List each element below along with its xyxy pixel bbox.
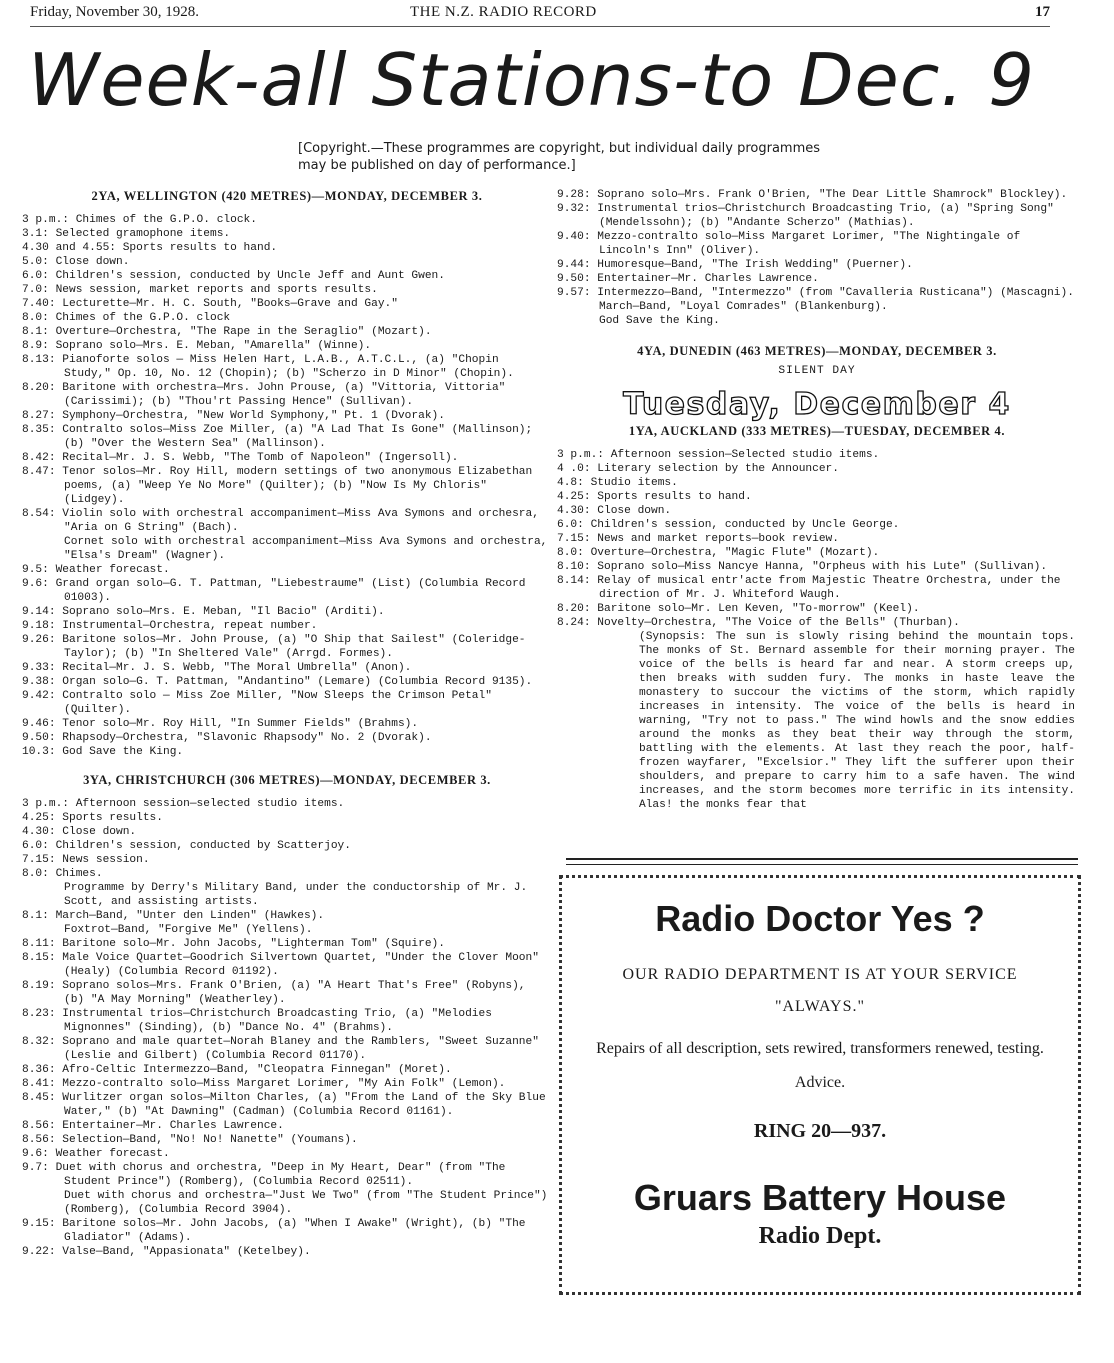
programme-item: 9.50: Rhapsody—Orchestra, "Slavonic Rhapsody" No. 2 (Dvorak).: [22, 732, 432, 744]
programme-item: 8.11: Baritone solo—Mr. John Jacobs, "Lighterman Tom" (Squire).: [22, 938, 445, 950]
programme-item: 9.26: Baritone solos—Mr. John Prouse, (a) "O Ship that Sailest" (Coleridge-Taylor); (b) "In Sheltered Vale" (Arrgd. Formes).: [22, 634, 526, 660]
ad-phone-number: RING 20—937.: [753, 1120, 887, 1142]
left-column: [22, 183, 552, 1259]
programme-item: Cornet solo with orchestral accompaniment—Miss Ava Symons and orchestra, "Elsa's Dream" (Wagner).: [64, 536, 548, 562]
ad-always-line: "ALWAYS.": [774, 998, 866, 1015]
wellington-programme-list: [22, 213, 552, 759]
programme-item: 8.32: Soprano and male quartet—Norah Blaney and the Ramblers, "Sweet Suzanne" (Leslie and Gilbert) (Columbia Record 01170).: [22, 1036, 539, 1062]
programme-item: 5.0: Close down.: [22, 256, 130, 268]
programme-item: 4.30 and 4.55: Sports results to hand.: [22, 242, 278, 254]
programme-item: 9.44: Humoresque—Band, "The Irish Wedding" (Puerner).: [557, 259, 913, 271]
ad-department: Radio Dept.: [758, 1223, 882, 1249]
programme-item: 4.25: Sports results to hand.: [557, 491, 752, 503]
programme-item: 8.9: Soprano solo—Mrs. E. Meban, "Amarella" (Winne).: [22, 340, 372, 352]
programme-item: 8.24: Novelty—Orchestra, "The Voice of the Bells" (Thurban).: [557, 617, 960, 629]
programme-item: 9.50: Entertainer—Mr. Charles Lawrence.: [557, 273, 819, 285]
programme-item: 8.0: Overture—Orchestra, "Magic Flute" (Mozart).: [557, 547, 880, 559]
programme-item: 8.0: Chimes of the G.P.O. clock: [22, 312, 231, 324]
programme-item: 8.1: Overture—Orchestra, "The Rape in the Seraglio" (Mozart).: [22, 326, 432, 338]
programme-item: 9.5: Weather forecast.: [22, 564, 170, 576]
programme-item: 6.0: Children's session, conducted by Scatterjoy.: [22, 840, 351, 852]
ad-service-line: OUR RADIO DEPARTMENT IS AT YOUR SERVICE: [622, 966, 1018, 983]
page-header: [30, 4, 1050, 27]
ad-headline: Radio Doctor Yes ?: [655, 898, 985, 939]
programme-item: 8.56: Selection—Band, "No! No! Nanette" (Youmans).: [22, 1134, 358, 1146]
programme-item: 8.14: Relay of musical entr'acte from Majestic Theatre Orchestra, under the direction of Mr. J. Whiteford Waugh.: [557, 575, 1061, 601]
programme-item: 9.42: Contralto solo — Miss Zoe Miller, "Now Sleeps the Crimson Petal" (Quilter).: [22, 690, 492, 716]
programme-item: Duet with chorus and orchestra—"Just We Two" (from "The Student Prince") (Romberg), (Columbia Record 3904).: [64, 1190, 548, 1216]
programme-item: 7.0: News session, market reports and sports results.: [22, 284, 378, 296]
programme-item: 3 p.m.: Chimes of the G.P.O. clock.: [22, 214, 257, 226]
programme-item: 8.42: Recital—Mr. J. S. Webb, "The Tomb of Napoleon" (Ingersoll).: [22, 452, 459, 464]
programme-item: 9.57: Intermezzo—Band, "Intermezzo" (from "Cavalleria Rusticana") (Mascagni).: [557, 287, 1074, 299]
programme-item: 4.30: Close down.: [557, 505, 672, 517]
ad-business-name: Gruars Battery House: [633, 1177, 1007, 1218]
programme-item: 8.41: Mezzo-contralto solo—Miss Margaret Lorimer, "My Ain Folk" (Lemon).: [22, 1078, 506, 1090]
programme-item: 3 p.m.: Afternoon session—Selected studio items.: [557, 449, 880, 461]
programme-item: March—Band, "Loyal Comrades" (Blankenburg).: [599, 301, 888, 313]
programme-item: 9.7: Duet with chorus and orchestra, "Deep in My Heart, Dear" (from "The Student Prince") (Romberg), (Columbia Record 02511).: [22, 1162, 506, 1188]
station-heading-wellington: 2YA, WELLINGTON (420 METRES)—MONDAY, DECEMBER 3.: [91, 189, 483, 203]
programme-item: 10.3: God Save the King.: [22, 746, 184, 758]
ad-repairs-text: Repairs of all description, sets rewired, transformers renewed, testing. Advice.: [596, 1040, 1044, 1091]
programme-item: 9.6: Grand organ solo—G. T. Pattman, "Liebestraume" (List) (Columbia Record 01003).: [22, 578, 526, 604]
programme-item: 7.15: News and market reports—book review.: [557, 533, 839, 545]
programme-item: 7.15: News session.: [22, 854, 150, 866]
programme-item: 8.19: Soprano solos—Mrs. Frank O'Brien, (a) "A Heart That's Free" (Robyns), (b) "A May Morning" (Weatherley).: [22, 980, 526, 1006]
programme-item: God Save the King.: [599, 315, 720, 327]
station-heading-dunedin: 4YA, DUNEDIN (463 METRES)—MONDAY, DECEMBER 3.: [637, 344, 997, 358]
divider-rule: [566, 858, 1078, 865]
programme-item: Foxtrot—Band, "Forgive Me" (Yellens).: [64, 924, 313, 936]
page-title: Week-all Stations-to Dec. 9: [28, 38, 1036, 122]
programme-item: 3.1: Selected gramophone items.: [22, 228, 231, 240]
programme-item: 8.45: Wurlitzer organ solos—Milton Charles, (a) "From the Land of the Sky Blue Water," (b) "At Dawning" (Cadman) (Columbia Record 01161).: [22, 1092, 546, 1118]
programme-item: 9.40: Mezzo-contralto solo—Miss Margaret Lorimer, "The Nightingale of Lincoln's Inn" (Oliver).: [557, 231, 1021, 257]
programme-item: 9.32: Instrumental trios—Christchurch Broadcasting Trio, (a) "Spring Song" (Mendelssohn); (b) "Andante Scherzo" (Mathias).: [557, 203, 1054, 229]
programme-item: 8.35: Contralto solos—Miss Zoe Miller, (a) "A Lad That Is Gone" (Mallinson); (b) "Over the Western Sea" (Mallinson).: [22, 424, 533, 450]
programme-item: 8.15: Male Voice Quartet—Goodrich Silvertown Quartet, "Under the Clover Moon" (Healy) (Columbia Record 01192).: [22, 952, 539, 978]
copyright-notice: [Copyright.—These programmes are copyright, but individual daily programmes may be published on day of performance.]: [298, 141, 821, 173]
station-heading-auckland: 1YA, AUCKLAND (333 METRES)—TUESDAY, DECEMBER 4.: [628, 424, 1006, 438]
programme-item: 7.40: Lecturette—Mr. H. C. South, "Books—Grave and Gay.": [22, 298, 398, 310]
christchurch-programme-list: [22, 797, 552, 1259]
issue-date: Friday, November 30, 1928.: [30, 4, 199, 20]
programme-item: 9.28: Soprano solo—Mrs. Frank O'Brien, "The Dear Little Shamrock" Blockley).: [557, 189, 1068, 201]
programme-item: 6.0: Children's session, conducted by Uncle George.: [557, 519, 900, 531]
auckland-programme-list: [557, 448, 1077, 630]
programme-item: 8.10: Soprano solo—Miss Nancye Hanna, "Orpheus with his Lute" (Sullivan).: [557, 561, 1048, 573]
programme-item: 8.20: Baritone with orchestra—Mrs. John Prouse, (a) "Vittoria, Vittoria" (Carissimi); (b) "Thou'rt Passing Hence" (Sullivan).: [22, 382, 506, 408]
programme-item: 8.47: Tenor solos—Mr. Roy Hill, modern settings of two anonymous Elizabethan poems, (a) "Weep Ye No More" (Quilter); (b) "Now Is My Chloris" (Lidgey).: [22, 466, 533, 506]
programme-item: 9.6: Weather forecast.: [22, 1148, 170, 1160]
programme-item: 4.30: Close down.: [22, 826, 137, 838]
programme-item: 8.0: Chimes.: [22, 868, 103, 880]
programme-item: 9.22: Valse—Band, "Appasionata" (Ketelbey).: [22, 1246, 311, 1258]
station-heading-christchurch: 3YA, CHRISTCHURCH (306 METRES)—MONDAY, DECEMBER 3.: [83, 773, 491, 787]
programme-item: 8.13: Pianoforte solos — Miss Helen Hart, L.A.B., A.T.C.L., (a) "Chopin Study," Op. 10, No. 12 (Chopin); (b) "Scherzo in D Minor" (Chopin).: [22, 354, 514, 380]
page-number: 17: [1035, 4, 1050, 20]
programme-item: 6.0: Children's session, conducted by Uncle Jeff and Aunt Gwen.: [22, 270, 445, 282]
programme-item: 8.20: Baritone solo—Mr. Len Keven, "To-morrow" (Keel).: [557, 603, 920, 615]
tuesday-heading: Tuesday, December 4: [623, 387, 1011, 422]
programme-item: 9.14: Soprano solo—Mrs. E. Meban, "Il Bacio" (Arditi).: [22, 606, 385, 618]
programme-item: 4.8: Studio items.: [557, 477, 678, 489]
programme-item: 4 .0: Literary selection by the Announcer.: [557, 463, 839, 475]
programme-item: 9.38: Organ solo—G. T. Pattman, "Andantino" (Lemare) (Columbia Record 9135).: [22, 676, 533, 688]
programme-item: 8.36: Afro-Celtic Intermezzo—Band, "Cleopatra Finnegan" (Moret).: [22, 1064, 452, 1076]
programme-item: 9.15: Baritone solos—Mr. John Jacobs, (a) "When I Awake" (Wright), (b) "The Gladiator" (Adams).: [22, 1218, 526, 1244]
programme-item: 8.23: Instrumental trios—Christchurch Broadcasting Trio, (a) "Melodies Mignonnes" (Sinding), (b) "Dance No. 4" (Brahms).: [22, 1008, 492, 1034]
synopsis-text: (Synopsis: The sun is slowly rising behind the mountain tops. The monks of St. Bernard assemble for their morning prayer. The voice of the bells is heard far and near. A storm creeps up, then breaks with sudden fury. The monks in haste leave the monastery to succour the victims of the storm, which rapidly increases in intensity. The voice of the bells is heard in warning, "Try not to pass." The wind howls and the snow eddies around the monks as they beat their way through the storm, battling with the elements. At last they reach the poor, half-frozen wayfarer, "Excelsior." They lift the sufferer upon their shoulders, and prepare to carry him to a safe haven. The wind increases, and the storm becomes more terrific in its intensity. Alas! the monks fear that: [639, 631, 1075, 811]
programme-item: 8.1: March—Band, "Unter den Linden" (Hawkes).: [22, 910, 325, 922]
newspaper-name: THE N.Z. RADIO RECORD: [410, 4, 597, 20]
programme-item: 9.46: Tenor solo—Mr. Roy Hill, "In Summer Fields" (Brahms).: [22, 718, 419, 730]
right-column: [557, 188, 1077, 812]
advertisement-box: [559, 875, 1081, 1295]
programme-item: Programme by Derry's Military Band, under the conductorship of Mr. J. Scott, and assisting artists.: [64, 882, 528, 908]
programme-item: 9.18: Instrumental—Orchestra, repeat number.: [22, 620, 318, 632]
silent-day-note: SILENT DAY: [778, 365, 856, 377]
programme-item: 8.56: Entertainer—Mr. Charles Lawrence.: [22, 1120, 284, 1132]
programme-item: 3 p.m.: Afternoon session—selected studio items.: [22, 798, 345, 810]
programme-item: 9.33: Recital—Mr. J. S. Webb, "The Moral Umbrella" (Anon).: [22, 662, 412, 674]
programme-item: 8.54: Violin solo with orchestral accompaniment—Miss Ava Symons and orchesra, "Aria on G String" (Bach).: [22, 508, 539, 534]
christchurch-programme-continued: [557, 188, 1077, 328]
programme-item: 4.25: Sports results.: [22, 812, 163, 824]
programme-item: 8.27: Symphony—Orchestra, "New World Symphony," Pt. 1 (Dvorak).: [22, 410, 445, 422]
